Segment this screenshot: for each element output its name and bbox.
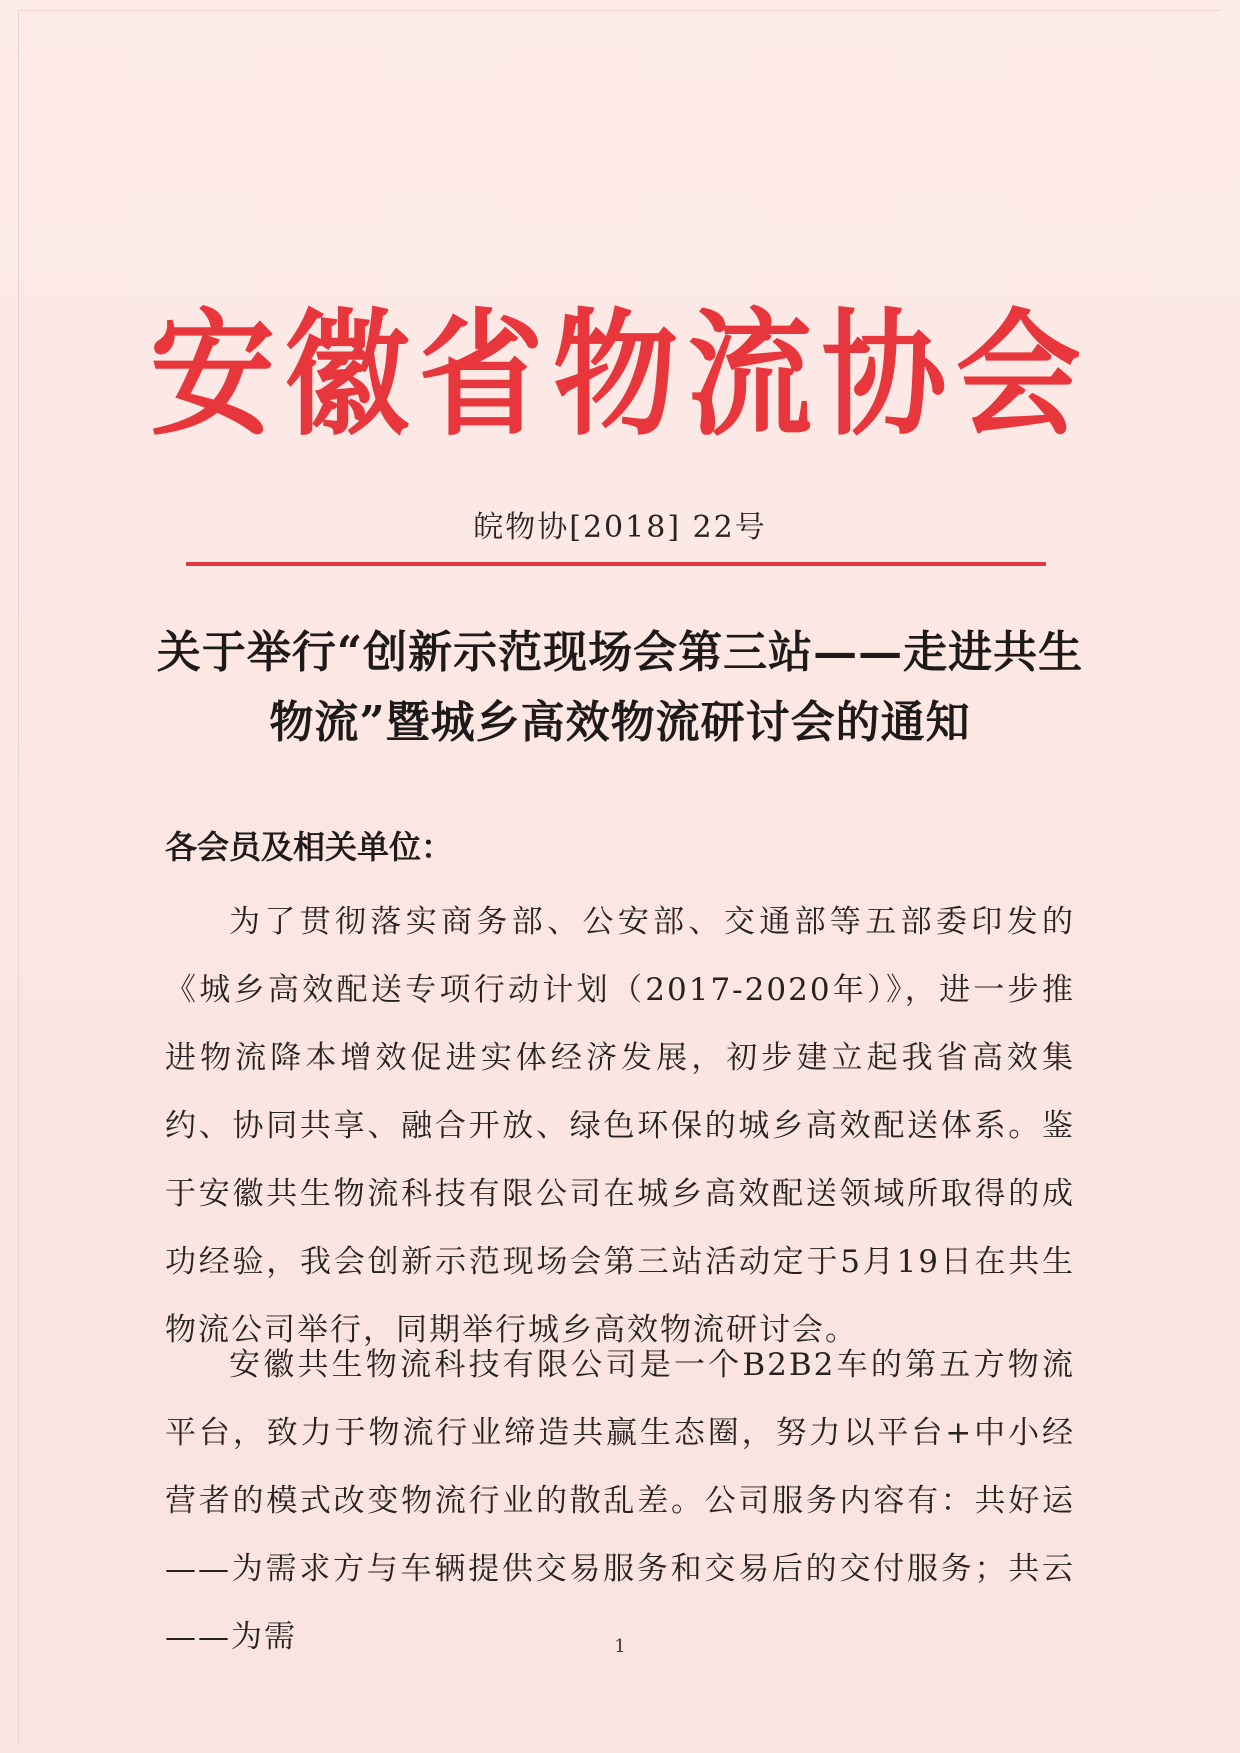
document-number: 皖物协[2018] 22号 [473,510,767,545]
notice-title: 关于举行“创新示范现场会第三站——走进共生物流”暨城乡高效物流研讨会的通知 [156,627,1084,748]
body-paragraph-1: 为了贯彻落实商务部、公安部、交通部等五部委印发的《城乡高效配送专项行动计划（2017-2020年）》，进一步推进物流降本增效促进实体经济发展，初步建立起我省高效集约、协同共享、融合开放、绿色环保的城乡高效配送体系。鉴于安徽共生物流科技有限公司在城乡高效配送领域所取得的成功经验，我会创新示范现场会第三站活动定于5月19日在共生物流公司举行，同期举行城乡高效物流研讨会。 [165,904,1075,1348]
red-divider-line [186,562,1046,566]
masthead-organization: 安徽省物流协会 [149,295,1091,455]
page-number: 1 [614,1636,626,1657]
body-paragraph-2: 安徽共生物流科技有限公司是一个B2B2车的第五方物流平台，致力于物流行业缔造共赢生态圈，努力以平台+中小经营者的模式改变物流行业的散乱差。公司服务内容有：共好运——为需求方与车辆提供交易服务和交易后的交付服务；共云——为需 [165,1347,1075,1655]
salutation: 各会员及相关单位： [165,828,454,866]
